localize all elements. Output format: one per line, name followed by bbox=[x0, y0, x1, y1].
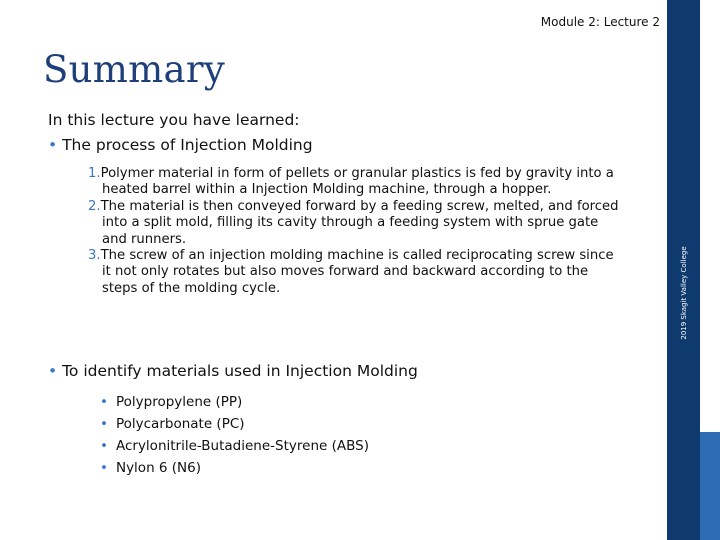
slide-title: Summary bbox=[43, 48, 226, 91]
step-number: 3. bbox=[88, 248, 101, 264]
bullet-dot-icon: • bbox=[48, 136, 58, 154]
bullet-dot-icon: • bbox=[100, 438, 108, 454]
material-item bbox=[100, 435, 369, 457]
bullet-process bbox=[48, 136, 313, 154]
step-number: 2. bbox=[88, 198, 101, 214]
process-steps bbox=[88, 166, 623, 297]
bullet-dot-icon: • bbox=[100, 416, 108, 432]
bullet-dot-icon: • bbox=[100, 460, 108, 476]
accent-block bbox=[700, 0, 720, 174]
materials-list bbox=[100, 391, 369, 479]
step-item bbox=[88, 166, 623, 199]
sidebar-copyright: 2019 Skagit Valley College bbox=[680, 246, 688, 340]
bullet-dot-icon: • bbox=[100, 394, 108, 410]
bullet-process-text: The process of Injection Molding bbox=[62, 136, 313, 154]
material-item bbox=[100, 457, 369, 479]
accent-block bbox=[700, 432, 720, 540]
accent-block bbox=[700, 174, 720, 430]
step-item bbox=[88, 199, 623, 248]
step-text: Polymer material in form of pellets or granular plastics is fed by gravity into a heated barrel within a Injection Molding machine, through a hopper. bbox=[100, 166, 614, 198]
step-text: The screw of an injection molding machine is called reciprocating screw since it not only rotates but also moves forward and backward according to the steps of the molding cycle. bbox=[100, 248, 614, 296]
material-text: Nylon 6 (N6) bbox=[115, 460, 202, 476]
material-text: Polypropylene (PP) bbox=[115, 394, 243, 410]
material-text: Acrylonitrile-Butadiene-Styrene (ABS) bbox=[115, 438, 369, 454]
material-text: Polycarbonate (PC) bbox=[115, 416, 245, 432]
step-number: 1. bbox=[88, 166, 101, 181]
step-text: The material is then conveyed forward by a feeding screw, melted, and forced into a split mold, filling its cavity through a feeding system with sprue gate and runners. bbox=[100, 198, 619, 247]
material-item bbox=[100, 413, 369, 435]
step-item bbox=[88, 248, 623, 297]
material-item bbox=[100, 391, 369, 413]
module-label: Module 2: Lecture 2 bbox=[540, 15, 660, 29]
bullet-materials bbox=[48, 362, 418, 380]
intro-text: In this lecture you have learned: bbox=[48, 111, 300, 129]
bullet-materials-text: To identify materials used in Injection Molding bbox=[62, 362, 418, 380]
bullet-dot-icon: • bbox=[48, 362, 58, 380]
